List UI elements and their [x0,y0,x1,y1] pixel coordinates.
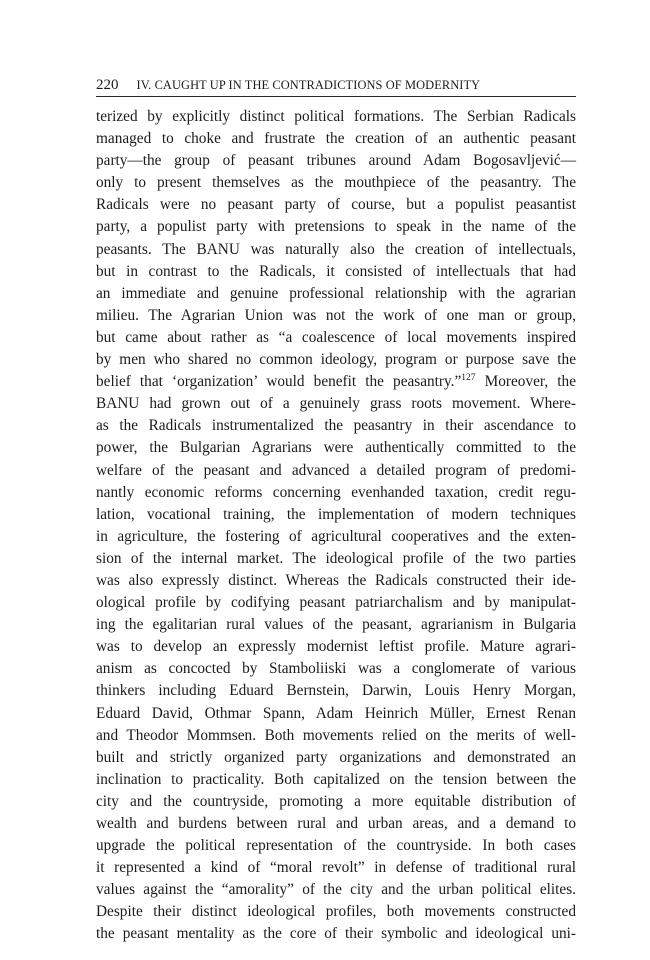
text-segment: Moreover, the [475,373,576,391]
text-line: inclination to practicality. Both capitalized on the tension between the [96,770,576,788]
text-line: sion of the internal market. The ideological profile of the two parties [96,549,576,567]
text-line: was also expressly distinct. Whereas the Radicals constructed their ide- [96,571,576,589]
text-line: lation, vocational training, the implementation of modern techniques [96,505,576,523]
text-segment: belief that ‘organization’ would benefit the peasantry.” [96,373,462,391]
text-line: Despite their distinct ideological profiles, both movements constructed [96,903,576,921]
footnote-reference[interactable]: 127 [461,373,476,384]
text-line: it represented a kind of “moral revolt” in defense of traditional rural [96,859,576,877]
text-line: managed to choke and frustrate the creation of an authentic peasant [96,130,576,148]
text-line: and Theodor Mommsen. Both movements relied on the merits of well- [96,726,576,744]
text-line [96,371,576,393]
text-line: Radicals were no peasant party of course, but a populist peasantist [96,196,576,214]
text-line: but came about rather as “a coalescence of local movements inspired [96,328,576,346]
chapter-running-head: IV. CAUGHT UP IN THE CONTRADICTIONS OF MODERNITY [136,78,481,92]
text-line: built and strictly organized party organizations and demonstrated an [96,748,576,766]
body-text [96,106,576,946]
text-line: values against the “amorality” of the city and the urban political elites. [96,881,576,899]
text-line: an immediate and genuine professional relationship with the agrarian [96,284,576,302]
text-line: ological profile by codifying peasant patriarchalism and by manipulat- [96,594,576,612]
text-line: BANU had grown out of a genuinely grass roots movement. Where- [96,395,576,413]
text-line: power, the Bulgarian Agrarians were authentically committed to the [96,439,576,457]
text-line: party, a populist party with pretensions to speak in the name of the [96,218,576,236]
text-line: in agriculture, the fostering of agricultural cooperatives and the exten- [96,527,576,545]
text-line: nantly economic reforms concerning evenhanded taxation, credit regu- [96,483,576,501]
text-line: but in contrast to the Radicals, it consisted of intellectuals that had [96,262,576,280]
text-line: terized by explicitly distinct political formations. The Serbian Radicals [96,108,576,125]
text-line: thinkers including Eduard Bernstein, Darwin, Louis Henry Morgan, [96,682,576,700]
text-line: only to present themselves as the mouthpiece of the peasantry. The [96,174,576,192]
text-line: wealth and burdens between rural and urban areas, and a demand to [96,815,576,832]
text-line: peasants. The BANU was naturally also the creation of intellectuals, [96,240,576,258]
text-line: Eduard David, Othmar Spann, Adam Heinrich Müller, Ernest Renan [96,704,576,722]
text-line: ing the egalitarian rural values of the peasant, agrarianism in Bulgaria [96,616,576,634]
text-line: milieu. The Agrarian Union was not the work of one man or group, [96,306,576,324]
text-line: anism as concocted by Stamboliiski was a conglomerate of various [96,660,576,678]
text-line: as the Radicals instrumentalized the peasantry in their ascendance to [96,417,576,435]
text-line: by men who shared no common ideology, program or purpose save the [96,351,576,369]
text-line: welfare of the peasant and advanced a detailed program of predomi- [96,461,576,479]
text-line: was to develop an expressly modernist leftist profile. Mature agrari- [96,638,576,656]
text-line: city and the countryside, promoting a more equitable distribution of [96,792,576,810]
text-line: party—the group of peasant tribunes around Adam Bogosavljević— [96,152,576,170]
text-line: upgrade the political representation of the countryside. In both cases [96,837,576,855]
text-line: the peasant mentality as the core of their symbolic and ideological uni- [96,925,576,943]
running-header [96,76,576,97]
page-number: 220 [96,77,119,93]
